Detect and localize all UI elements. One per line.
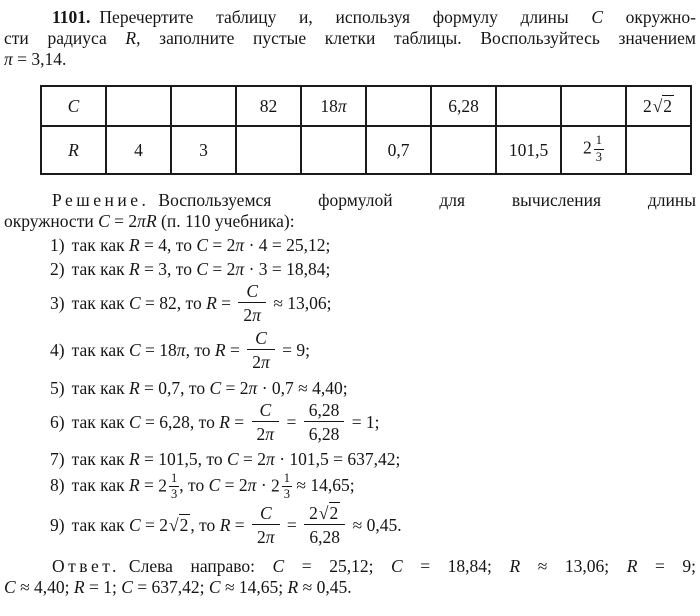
step-number: 8) [50, 475, 65, 496]
row-label-cell: C [41, 86, 106, 126]
problem-text-line-3 [4, 49, 66, 69]
answer-line-1 [4, 556, 696, 577]
text-segment: так как [71, 448, 129, 469]
text-segment: , то [185, 340, 215, 361]
answer-text-2 [4, 577, 352, 597]
table-cell [171, 86, 236, 126]
step-text [71, 470, 355, 501]
fraction-denominator [304, 525, 345, 547]
mixed-fraction-numerator: 1 [282, 472, 292, 487]
text-segment: C [272, 556, 285, 577]
text-segment: C [208, 475, 221, 496]
mixed-fraction [282, 472, 292, 501]
table-cell [561, 86, 626, 126]
text-segment: 6,28 [448, 95, 479, 116]
text-segment: π [265, 527, 275, 548]
text-segment: C [128, 340, 141, 361]
table-cell [366, 126, 431, 174]
table-cell [561, 126, 626, 174]
text-segment: 82 [259, 95, 278, 116]
text-segment: R [626, 556, 638, 577]
mixed-whole: 2 [158, 475, 168, 496]
text-segment: = [139, 475, 159, 496]
solution-intro-text-1 [158, 190, 696, 210]
text-segment: C [591, 7, 604, 27]
step-text [72, 259, 331, 279]
text-segment: C [128, 515, 141, 536]
table-cell [236, 86, 301, 126]
solution-step [4, 399, 696, 446]
fraction-numerator [252, 400, 280, 422]
text-segment: 2 [257, 527, 266, 548]
text-segment: · 3 = 18,84; [244, 259, 331, 279]
text-segment: = 25,12; [284, 556, 392, 577]
text-segment: так как [71, 235, 129, 255]
fraction-numerator [238, 281, 266, 303]
text-segment: π [235, 259, 245, 279]
text-segment: (п. 110 учебника): [156, 211, 295, 231]
mixed-number [583, 135, 604, 164]
mixed-whole: 2 [583, 138, 592, 159]
row-label-cell: R [41, 126, 106, 174]
text-segment: = [282, 515, 302, 536]
text-segment: окружно- [603, 7, 697, 27]
sqrt-coefficient: 2 [309, 503, 318, 523]
step-text [71, 281, 332, 326]
text-segment: = 101,5, то [139, 448, 227, 469]
step-text [72, 378, 348, 398]
text-segment: 4 [134, 139, 143, 160]
text-segment: R [214, 340, 226, 361]
text-segment: сти радиуса [4, 28, 126, 48]
table-cell [626, 126, 691, 174]
text-segment: 101,5 [508, 139, 549, 160]
text-segment: C [98, 211, 110, 231]
text-segment: = 2 [109, 211, 138, 231]
fraction-denominator [252, 525, 280, 547]
text-segment: R [206, 293, 217, 314]
mixed-whole: 2 [271, 475, 280, 496]
text-segment: = [229, 411, 249, 432]
text-segment: = [282, 411, 301, 432]
math-fraction [304, 503, 345, 547]
text-segment: = [225, 340, 245, 361]
answer-text-1 [129, 556, 696, 576]
table-cell [626, 86, 691, 126]
text-segment: R [145, 211, 157, 231]
text-segment: R [509, 556, 521, 577]
text-segment: так как [71, 259, 129, 279]
text-segment: · 0,7 ≈ 4,40; [257, 377, 348, 398]
solution-step [4, 470, 696, 502]
answer-line-2 [4, 577, 696, 598]
fraction-numerator [304, 503, 345, 525]
radical-icon: √ [652, 95, 663, 116]
text-segment: π [176, 340, 186, 361]
step-text [71, 328, 310, 373]
text-segment: Воспользуемся формулой для вычисления длины [158, 190, 696, 210]
mixed-fraction-numerator: 1 [594, 134, 604, 149]
radicand: 2 [329, 503, 339, 523]
step-number: 7) [50, 448, 65, 469]
text-segment: так как [71, 293, 129, 314]
mixed-number [271, 470, 292, 502]
fraction-denominator [238, 303, 266, 325]
text-segment: = [140, 515, 160, 536]
fraction-numerator [304, 400, 345, 422]
table-row [41, 126, 691, 174]
fraction-numerator [247, 328, 275, 350]
text-segment: , то [179, 475, 209, 496]
problem-line-1 [4, 7, 696, 28]
step-number: 1) [50, 235, 65, 255]
text-segment: · 4 = 25,12; [244, 235, 331, 255]
step-text [72, 449, 401, 469]
radical-icon: √ [169, 515, 179, 536]
sqrt-expression [309, 503, 340, 523]
text-segment: π [248, 377, 258, 398]
step-number: 9) [50, 515, 65, 536]
solution-steps [4, 235, 696, 549]
problem-number: 1101. [52, 7, 91, 27]
text-segment: R [128, 235, 140, 255]
sqrt-expression [159, 515, 190, 536]
text-segment: ≈ 4,40; [15, 577, 74, 598]
text-segment: = 2 [208, 235, 236, 255]
table-cell [301, 86, 366, 126]
solution-step [4, 235, 696, 256]
text-segment: = 3, то [139, 259, 197, 279]
problem-line-2 [4, 28, 696, 49]
text-segment: π [4, 49, 13, 69]
table-cell [301, 126, 366, 174]
text-segment: Перечертите таблицу и, используя формулу длины [99, 7, 592, 27]
sqrt-coefficient: 2 [159, 515, 169, 536]
text-segment: = 1; [347, 411, 380, 432]
text-segment: = 9; [277, 340, 310, 361]
text-segment: 3 [199, 139, 208, 160]
text-segment: π [137, 211, 146, 231]
text-segment: π [265, 423, 275, 444]
math-fraction [247, 328, 275, 372]
text-segment: 6,28 [308, 423, 340, 444]
text-segment: = 4, то [139, 235, 197, 255]
text-segment: C [246, 281, 259, 301]
text-segment: Слева направо: [128, 556, 273, 577]
mixed-number [158, 470, 179, 502]
solution-section [4, 190, 696, 549]
text-segment: так как [71, 475, 129, 496]
text-segment: C [121, 577, 133, 598]
solution-intro-line-1 [4, 190, 696, 211]
text-segment: ≈ 14,65; [292, 475, 355, 496]
mixed-fraction [594, 134, 604, 163]
text-segment: ≈ 13,06; [268, 293, 332, 314]
radicand: 2 [663, 95, 673, 116]
mixed-fraction-denominator: 3 [595, 149, 602, 164]
text-segment: ≈ 0,45. [348, 515, 402, 536]
text-segment: R [125, 28, 137, 48]
sqrt-coefficient: 2 [642, 95, 652, 116]
math-fraction [238, 281, 266, 325]
text-segment: 6,28 [309, 527, 341, 548]
text-segment: = 2 [220, 475, 248, 496]
text-segment: · [256, 475, 272, 496]
step-text [72, 235, 331, 255]
solution-step [4, 449, 696, 470]
text-segment: = 18 [140, 340, 177, 361]
text-segment: C [128, 411, 141, 432]
text-segment: · 101,5 = 637,42; [274, 448, 401, 469]
text-segment: = 2 [208, 259, 236, 279]
table-cell [236, 126, 301, 174]
text-segment: ≈ 0,45. [298, 577, 352, 598]
text-segment: π [266, 448, 275, 469]
table-cell [496, 126, 561, 174]
step-number: 6) [50, 411, 65, 432]
text-segment: , заполните пустые клетки таблицы. Воспользуйтесь значением [136, 28, 696, 48]
text-segment: 0,7 [387, 139, 410, 160]
text-segment: = [230, 515, 250, 536]
text-segment: = 2 [221, 377, 249, 398]
step-number: 4) [50, 340, 65, 361]
problem-text-line-1 [99, 7, 696, 27]
step-number: 5) [50, 377, 65, 398]
text-segment: R [128, 475, 140, 496]
solution-step [4, 259, 696, 280]
step-text [71, 399, 380, 444]
text-segment: R [128, 259, 140, 279]
text-segment: , то [190, 515, 220, 536]
text-segment: R [219, 411, 230, 432]
text-segment: = 637,42; [132, 577, 209, 598]
text-segment: = 0,7, то [139, 377, 210, 398]
problem-line-3 [4, 49, 696, 70]
text-segment: C [259, 503, 272, 523]
text-segment: ≈ 13,06; [520, 556, 627, 577]
answer-section [4, 556, 696, 598]
text-segment: C [259, 399, 272, 420]
mixed-fraction [169, 472, 179, 501]
fraction-numerator [252, 503, 280, 525]
radicand: 2 [179, 515, 189, 536]
text-segment: π [260, 352, 270, 373]
text-segment: C [196, 259, 209, 279]
mixed-fraction-denominator: 3 [283, 486, 291, 501]
text-segment: 6,28 [308, 399, 340, 420]
solution-step [4, 330, 696, 374]
table-cell [106, 86, 171, 126]
step-number: 3) [50, 293, 65, 314]
text-segment: = [216, 293, 236, 314]
math-fraction [252, 503, 280, 547]
text-segment: C [255, 328, 267, 349]
solution-step [4, 378, 696, 399]
text-segment: π [235, 235, 245, 255]
text-segment: C [226, 448, 239, 469]
table-cell [171, 126, 236, 174]
table-row [41, 86, 691, 126]
fraction-denominator [252, 422, 280, 444]
text-segment: = 3,14. [12, 49, 67, 69]
values-table [40, 85, 692, 175]
text-segment: R [128, 377, 140, 398]
text-segment: R [73, 577, 85, 598]
text-segment: 2 [243, 305, 253, 326]
table-cell [496, 86, 561, 126]
text-segment: C [209, 377, 222, 398]
radical-icon: √ [318, 503, 329, 523]
mixed-fraction-numerator: 1 [169, 472, 179, 487]
solution-step [4, 283, 696, 327]
text-segment: C [391, 556, 403, 577]
text-segment: π [252, 305, 261, 326]
text-segment: = 2 [238, 448, 267, 469]
step-number: 2) [50, 259, 65, 279]
problem-text-line-2 [4, 28, 696, 48]
text-segment: так как [71, 377, 129, 398]
fraction-denominator [247, 350, 275, 372]
text-segment: ≈ 14,65; [220, 577, 288, 598]
table-cell [366, 86, 431, 126]
text-segment: 2 [256, 423, 266, 444]
text-segment: 18 [320, 95, 338, 116]
math-fraction [252, 400, 280, 444]
solution-step [4, 505, 696, 549]
text-segment: R [219, 515, 231, 536]
text-segment: так как [71, 515, 129, 536]
text-segment: 2 [252, 352, 261, 373]
solution-intro-text-2 [4, 211, 295, 231]
text-segment: C [196, 235, 209, 255]
text-segment: = 1; [84, 577, 122, 598]
solution-heading: Решение. [52, 190, 150, 210]
mixed-fraction-denominator: 3 [171, 486, 178, 501]
problem-statement [4, 7, 696, 70]
solution-intro-line-2 [4, 211, 696, 232]
step-text [71, 503, 402, 548]
answer-heading: Ответ. [52, 556, 120, 577]
text-segment: C [208, 577, 221, 598]
text-segment: π [337, 95, 347, 116]
text-segment: окружности [4, 211, 99, 231]
text-segment: = 18,84; [402, 556, 510, 577]
text-segment: = 6,28, то [140, 411, 220, 432]
text-segment: π [247, 475, 257, 496]
text-segment: C [4, 577, 16, 598]
fraction-denominator [304, 422, 345, 444]
text-segment: так как [71, 340, 129, 361]
text-segment: = 82, то [140, 293, 207, 314]
text-segment: R [287, 577, 299, 598]
text-segment: R [128, 448, 140, 469]
text-segment: так как [71, 411, 129, 432]
sqrt-expression [643, 96, 674, 117]
table-cell [431, 86, 496, 126]
text-segment: C [128, 293, 141, 314]
text-segment: = 9; [637, 556, 697, 577]
math-fraction [304, 400, 345, 444]
table-cell [431, 126, 496, 174]
table-cell [106, 126, 171, 174]
